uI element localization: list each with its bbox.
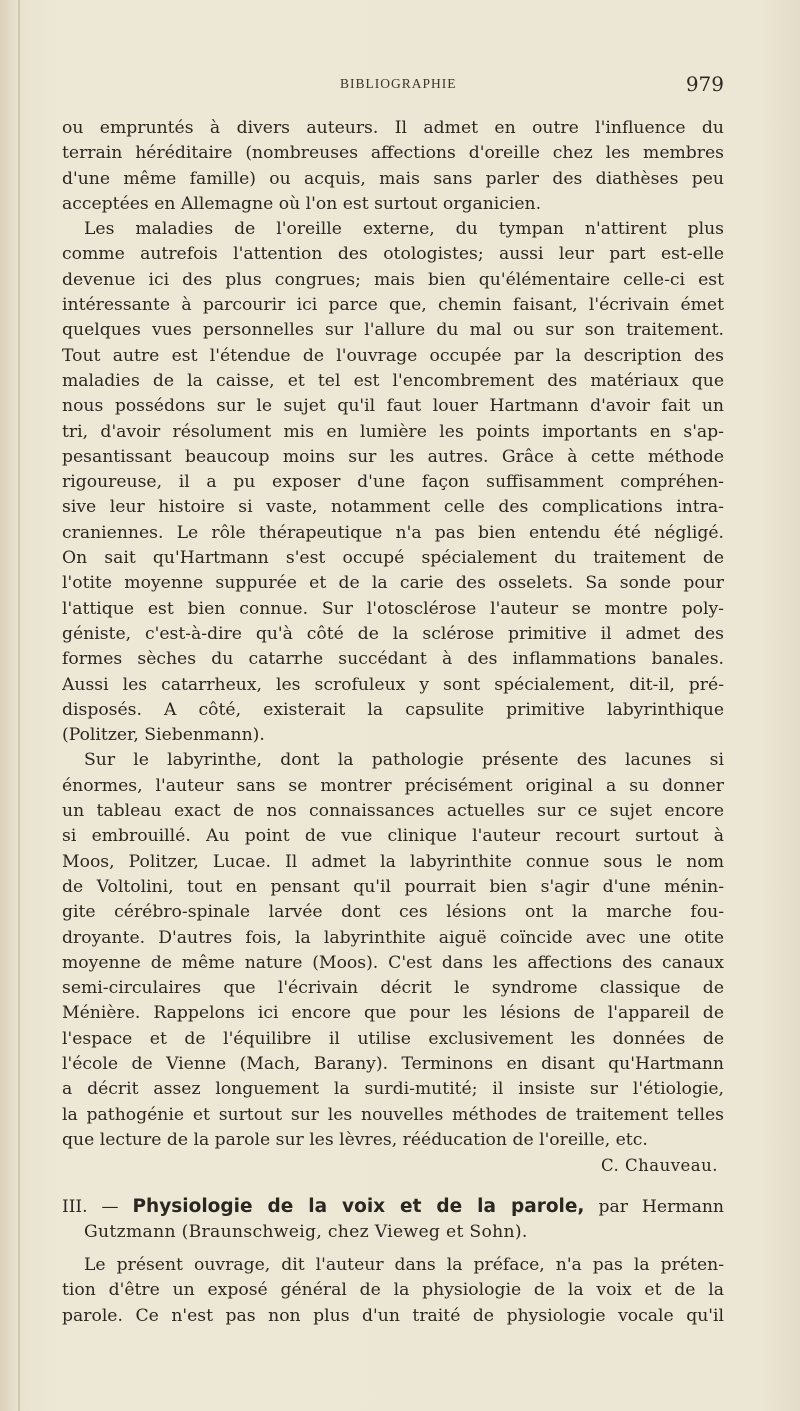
- text-line: que lecture de la parole sur les lèvres, rééducation de l'oreille, etc.: [62, 1129, 648, 1150]
- text-line: énormes, l'auteur sans se montrer précisément original a su donner: [62, 775, 724, 796]
- text-line: moyenne de même nature (Moos). C'est dans les affections des canaux: [62, 952, 724, 973]
- text-line: géniste, c'est-à-dire qu'à côté de la sclérose primitive il admet des: [62, 623, 724, 644]
- text-line: On sait qu'Hartmann s'est occupé spécialement du traitement de: [62, 548, 724, 569]
- running-title: BIBLIOGRAPHIE: [340, 76, 457, 91]
- page-header: [60, 72, 724, 94]
- text-line: Ménière. Rappelons ici encore que pour les lésions de l'appareil de: [62, 1003, 724, 1024]
- text-line: la pathogénie et surtout sur les nouvelles méthodes de traitement telles: [62, 1104, 724, 1125]
- text-line: Les maladies de l'oreille externe, du tympan n'attirent plus: [84, 219, 724, 240]
- text-line: l'école de Vienne (Mach, Barany). Terminons en disant qu'Hartmann: [62, 1053, 724, 1074]
- text-line: tri, d'avoir résolument mis en lumière les points importants en s'ap-: [62, 421, 724, 442]
- text-line: quelques vues personnelles sur l'allure du mal ou sur son traitement.: [62, 320, 724, 341]
- text-line: terrain héréditaire (nombreuses affections d'oreille chez les membres: [62, 143, 724, 164]
- text-line: tion d'être un exposé général de la physiologie de la voix et de la: [62, 1280, 724, 1301]
- text-line: formes sèches du catarrhe succédant à des inflammations banales.: [62, 649, 724, 670]
- text-line: d'une même famille) ou acquis, mais sans parler des diathèses peu: [62, 168, 724, 189]
- section-author-line: Gutzmann (Braunschweig, chez Vieweg et Sohn).: [84, 1221, 528, 1242]
- section-by: par Hermann: [598, 1197, 724, 1218]
- text-line: de Voltolini, tout en pensant qu'il pourrait bien s'agir d'une ménin-: [62, 876, 724, 897]
- text-line: l'attique est bien connue. Sur l'otosclérose l'auteur se montre poly-: [62, 598, 724, 619]
- body-text: [62, 116, 724, 1329]
- spacer: [62, 1178, 724, 1194]
- text-line: rigoureuse, il a pu exposer d'une façon suffisamment compréhen-: [62, 472, 724, 493]
- text-line: Aussi les catarrheux, les scrofuleux y sont spécialement, dit-il, pré-: [62, 674, 724, 695]
- spacer: [62, 1245, 724, 1253]
- text-line: a décrit assez longuement la surdi-mutité; il insiste sur l'étiologie,: [62, 1079, 724, 1100]
- text-line: disposés. A côté, existerait la capsulite primitive labyrinthique: [62, 699, 724, 720]
- text-line: (Politzer, Siebenmann).: [62, 725, 265, 746]
- section-heading-line: [62, 1194, 724, 1219]
- paragraph-1: [62, 116, 724, 217]
- section-heading: [62, 1194, 724, 1245]
- text-line: Tout autre est l'étendue de l'ouvrage occupée par la description des: [62, 345, 724, 366]
- text-line: intéressante à parcourir ici parce que, chemin faisant, l'écrivain émet: [62, 295, 724, 316]
- paragraph-4: [62, 1253, 724, 1329]
- text-line: maladies de la caisse, et tel est l'encombrement des matériaux que: [62, 370, 724, 391]
- text-line: devenue ici des plus congrues; mais bien qu'élémentaire celle-ci est: [62, 269, 724, 290]
- text-line: l'espace et de l'équilibre il utilise exclusivement les données de: [62, 1028, 724, 1049]
- text-line: acceptées en Allemagne où l'on est surtout organicien.: [62, 193, 542, 214]
- text-line: semi-circulaires que l'écrivain décrit le syndrome classique de: [62, 978, 724, 999]
- paragraph-3: [62, 748, 724, 1153]
- text-line: comme autrefois l'attention des otologistes; aussi leur part est-elle: [62, 244, 724, 265]
- text-line: nous possédons sur le sujet qu'il faut louer Hartmann d'avoir fait un: [62, 396, 724, 417]
- text-line: gite cérébro-spinale larvée dont ces lésions ont la marche fou-: [62, 902, 724, 923]
- page-edge: [18, 0, 20, 1411]
- text-line: Sur le labyrinthe, dont la pathologie présente des lacunes si: [84, 750, 724, 771]
- text-line: si embrouillé. Au point de vue clinique l'auteur recourt surtout à: [62, 826, 724, 847]
- page-number: 979: [685, 72, 724, 96]
- section-number: III. —: [62, 1197, 119, 1218]
- text-line: droyante. D'autres fois, la labyrinthite aiguë coïncide avec une otite: [62, 927, 724, 948]
- paragraph-2: [62, 217, 724, 748]
- signature: C. Chauveau.: [600, 1156, 718, 1176]
- text-line: craniennes. Le rôle thérapeutique n'a pas bien entendu été négligé.: [62, 522, 724, 543]
- text-line: Moos, Politzer, Lucae. Il admet la labyrinthite connue sous le nom: [62, 851, 724, 872]
- text-line: Le présent ouvrage, dit l'auteur dans la préface, n'a pas la préten-: [84, 1255, 724, 1276]
- section-title: Physiologie de la voix et de la parole,: [132, 1196, 585, 1218]
- text-line: sive leur histoire si vaste, notamment celle des complications intra-: [62, 497, 724, 518]
- text-line: pesantissant beaucoup moins sur les autres. Grâce à cette méthode: [62, 446, 724, 467]
- text-line: l'otite moyenne suppurée et de la carie des osselets. Sa sonde pour: [62, 573, 724, 594]
- text-line: un tableau exact de nos connaissances actuelles sur ce sujet encore: [62, 801, 724, 822]
- text-line: parole. Ce n'est pas non plus d'un traité de physiologie vocale qu'il: [62, 1305, 724, 1326]
- text-line: ou empruntés à divers auteurs. Il admet en outre l'influence du: [62, 118, 724, 138]
